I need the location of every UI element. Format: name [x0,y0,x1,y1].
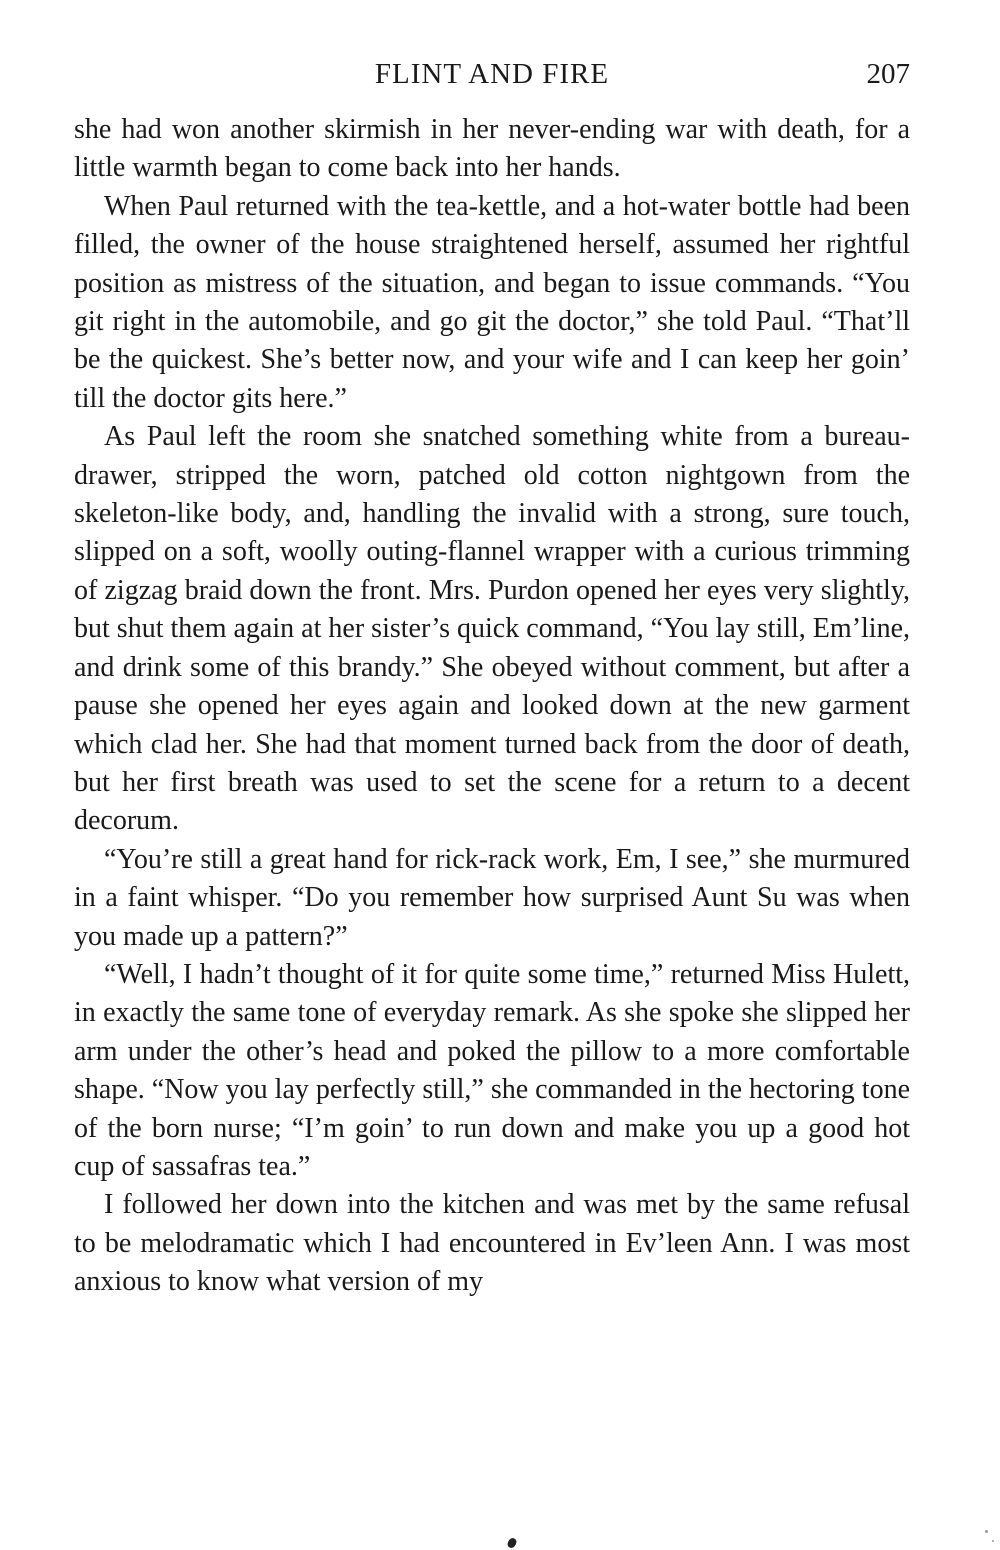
paragraph: “You’re still a great hand for rick-rack work, Em, I see,” she murmured in a faint whisper. “Do you remember how surprised Aunt Su was when you made up a pattern?” [74,843,910,952]
body-text [74,111,910,1302]
scan-speck [985,1530,988,1533]
paragraph: I followed her down into the kitchen and was met by the same refusal to be melodramatic which I had encountered in Ev’leen Ann. I was most anxious to know what version of my [74,1189,910,1298]
running-head [72,52,912,96]
paragraph: When Paul returned with the tea-kettle, and a hot-water bottle had been filled, the owner of the house straightened herself, assumed her rightful position as mistress of the situation, and began to issue commands. “You git right in the automobile, and go git the doctor,” she told Paul. “That’ll be the quickest. She’s better now, and your wife and I can keep her goin’ till the doctor gits here.” [74,190,910,414]
paragraph: she had won another skirmish in her never-ending war with death, for a little warmth began to come back into her hands. [74,114,910,184]
paragraph: “Well, I hadn’t thought of it for quite some time,” returned Miss Hulett, in exactly the same tone of everyday remark. As she spoke she slipped her arm under the other’s head and poked the pillow to a more comfortable shape. “Now you lay perfectly still,” she commanded in the hectoring tone of the born nurse; “I’m goin’ to run down and make you up a good hot cup of sassafras tea.” [74,958,910,1182]
ink-blot-mark [507,1537,518,1549]
paragraph: As Paul left the room she snatched something white from a bureau-drawer, stripped the worn, patched old cotton nightgown from the skeleton-like body, and, handling the invalid with a strong, sure touch, slipped on a soft, woolly outing-flannel wrapper with a curious trimming of zigzag braid down the front. Mrs. Purdon opened her eyes very slightly, but shut them again at her sister’s quick command, “You lay still, Em’line, and drink some of this brandy.” She obeyed without comment, but after a pause she opened her eyes again and looked down at the new garment which clad her. She had that moment turned back from the door of death, but her first breath was used to set the scene for a return to a decent decorum. [74,421,910,837]
running-title: FLINT AND FIRE [374,58,610,90]
scan-speck [992,1540,994,1542]
page-number: 207 [866,58,910,90]
